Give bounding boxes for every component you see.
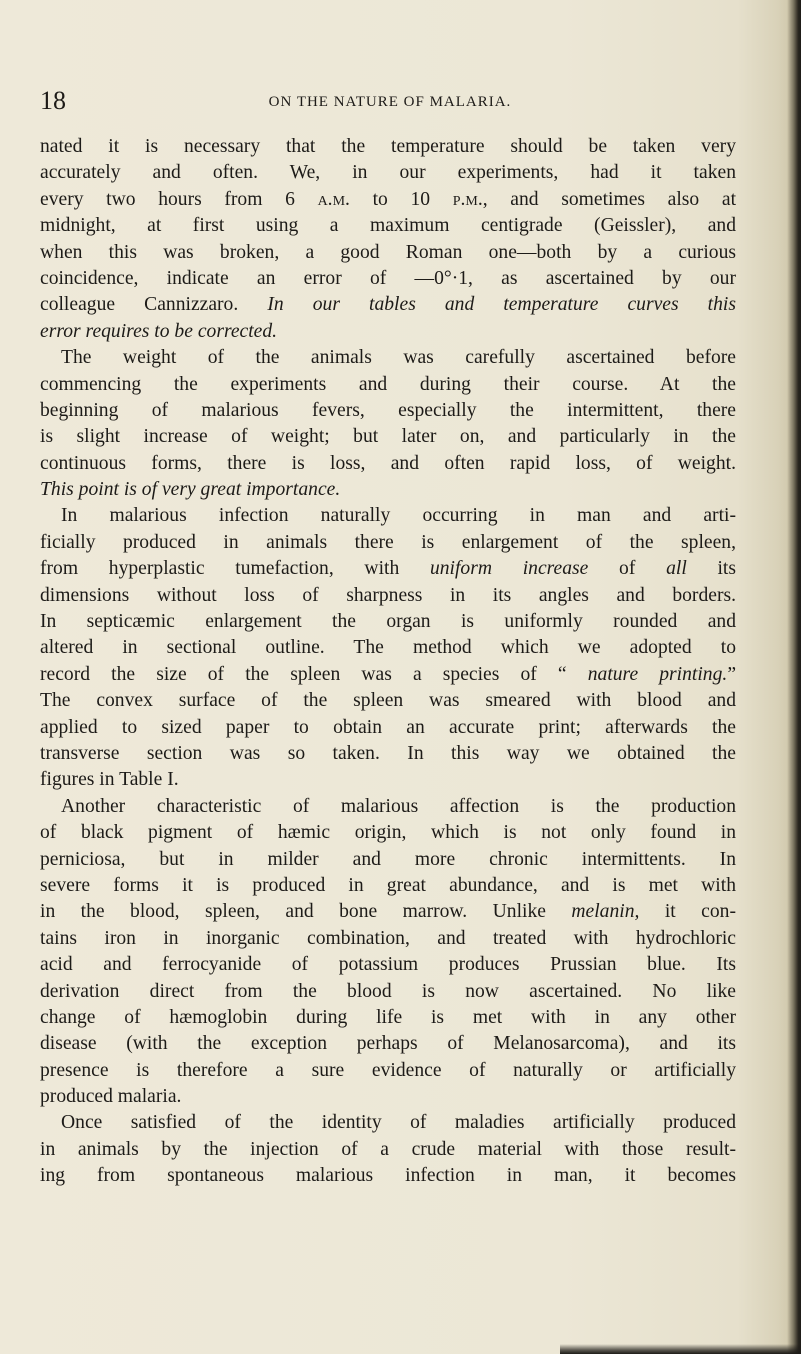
binding-edge bbox=[787, 0, 801, 1354]
running-title: ON THE NATURE OF MALARIA. bbox=[268, 94, 512, 110]
text-line: altered in sectional outline. The method which we adopted to bbox=[40, 637, 736, 659]
text-line: Another characteristic of malarious affection is the production bbox=[61, 795, 736, 817]
text-line: midnight, at first using a maximum centigrade (Geissler), and bbox=[40, 215, 736, 237]
text-line: This point is of very great importance. bbox=[40, 479, 341, 501]
text-line: The weight of the animals was carefully ascertained before bbox=[61, 347, 736, 369]
text-line: error requires to be corrected. bbox=[40, 320, 278, 342]
text-line: colleague Cannizzaro. In our tables and temperature curves this bbox=[40, 294, 736, 316]
text-line: In malarious infection naturally occurring in man and arti- bbox=[61, 505, 736, 527]
text-line: of black pigment of hæmic origin, which is not only found in bbox=[40, 822, 736, 844]
text-line: tains iron in inorganic combination, and treated with hydrochloric bbox=[40, 927, 736, 949]
text-line: In septicæmic enlargement the organ is uniformly rounded and bbox=[40, 611, 736, 633]
text-line: The convex surface of the spleen was smeared with blood and bbox=[40, 690, 736, 712]
text-line: dimensions without loss of sharpness in its angles and borders. bbox=[40, 584, 736, 606]
text-line: coincidence, indicate an error of —0°·1, as ascertained by our bbox=[40, 267, 736, 289]
text-line: acid and ferrocyanide of potassium produces Prussian blue. Its bbox=[40, 954, 736, 976]
text-line: perniciosa, but in milder and more chronic intermittents. In bbox=[40, 848, 736, 870]
text-line: ficially produced in animals there is enlargement of the spleen, bbox=[40, 531, 736, 553]
text-line: ing from spontaneous malarious infection in man, it becomes bbox=[40, 1165, 736, 1187]
text-line: is slight increase of weight; but later on, and particularly in the bbox=[40, 426, 736, 448]
text-line: derivation direct from the blood is now ascertained. No like bbox=[40, 980, 736, 1002]
text-line: every two hours from 6 a.m. to 10 p.m., and sometimes also at bbox=[40, 188, 737, 210]
text-line: disease (with the exception perhaps of Melanosarcoma), and its bbox=[40, 1033, 736, 1055]
text-line: severe forms it is produced in great abundance, and is met with bbox=[40, 874, 736, 896]
text-line: nated it is necessary that the temperature should be taken very bbox=[40, 136, 736, 157]
text-line: accurately and often. We, in our experiments, had it taken bbox=[40, 162, 736, 184]
text-line: Once satisfied of the identity of maladies artificially produced bbox=[61, 1112, 736, 1134]
page-number: 18 bbox=[40, 86, 66, 115]
text-line: continuous forms, there is loss, and often rapid loss, of weight. bbox=[40, 452, 736, 474]
page-header bbox=[40, 86, 740, 120]
text-line: applied to sized paper to obtain an accurate print; afterwards the bbox=[40, 716, 736, 738]
text-line: figures in Table I. bbox=[40, 769, 179, 791]
text-line: in animals by the injection of a crude material with those result- bbox=[40, 1138, 736, 1160]
text-line: from hyperplastic tumefaction, with uniform increase of all its bbox=[40, 558, 736, 580]
text-line: beginning of malarious fevers, especially the intermittent, there bbox=[40, 399, 736, 421]
text-line: in the blood, spleen, and bone marrow. Unlike melanin, it con- bbox=[40, 901, 736, 923]
text-line: presence is therefore a sure evidence of naturally or artificially bbox=[40, 1059, 736, 1081]
page-bottom-edge bbox=[560, 1344, 801, 1354]
body-text bbox=[40, 134, 736, 1190]
text-line: record the size of the spleen was a species of “ nature printing.” bbox=[40, 663, 737, 685]
text-line: produced malaria. bbox=[40, 1086, 182, 1108]
text-line: commencing the experiments and during their course. At the bbox=[40, 373, 736, 395]
text-line: when this was broken, a good Roman one—both by a curious bbox=[40, 241, 736, 263]
text-line: transverse section was so taken. In this way we obtained the bbox=[40, 742, 736, 764]
text-line: change of hæmoglobin during life is met with in any other bbox=[40, 1006, 736, 1028]
